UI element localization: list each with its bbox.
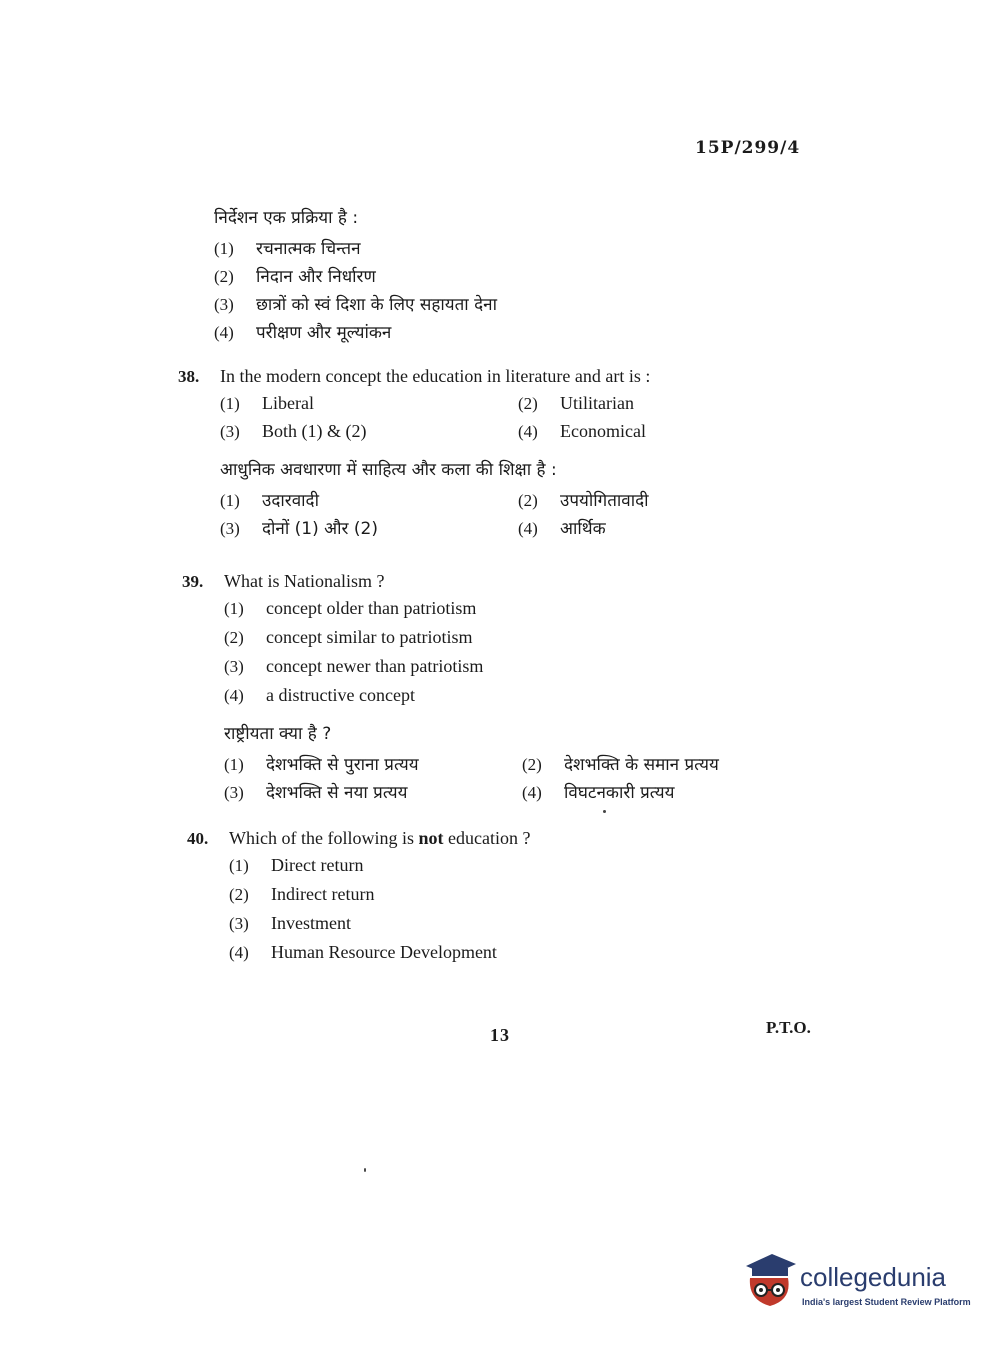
q37-option-2 xyxy=(214,264,497,292)
question-number: 38. xyxy=(178,367,200,386)
question-stem: What is Nationalism ? xyxy=(224,571,385,591)
q39-hindi-stem: राष्ट्रीयता क्या है ? xyxy=(224,724,332,744)
stem-emphasis: not xyxy=(418,828,444,848)
option-number: (2) xyxy=(214,267,234,286)
option-text: उदारवादी xyxy=(262,491,319,511)
q37-option-4 xyxy=(214,320,497,348)
option-number: (1) xyxy=(220,491,240,510)
q40-option-4 xyxy=(229,942,530,971)
option-text: परीक्षण और मूल्यांकन xyxy=(256,323,392,343)
brand-name: collegedunia xyxy=(800,1262,947,1292)
option-text: Investment xyxy=(271,913,351,933)
option-number: (2) xyxy=(224,628,244,647)
question-39 xyxy=(182,571,820,808)
q39-hindi-option-2 xyxy=(522,752,820,780)
collegedunia-mascot-icon xyxy=(742,1250,798,1310)
question-stem: In the modern concept the education in literature and art is : xyxy=(220,366,651,386)
q39-option-3 xyxy=(224,656,820,685)
option-number: (2) xyxy=(229,885,249,904)
q38-option-2 xyxy=(518,393,816,421)
option-text: रचनात्मक चिन्तन xyxy=(256,239,361,259)
q40-option-1 xyxy=(229,855,530,884)
option-number: (4) xyxy=(522,783,542,802)
option-number: (3) xyxy=(224,783,244,802)
question-40 xyxy=(187,828,530,971)
question-number: 39. xyxy=(182,572,204,591)
option-text: Indirect return xyxy=(271,884,375,904)
option-number: (3) xyxy=(220,519,240,538)
option-number: (3) xyxy=(214,295,234,314)
speck xyxy=(364,1168,366,1172)
q38-hindi-stem: आधुनिक अवधारणा में साहित्य और कला की शिक्षा है : xyxy=(220,460,557,480)
question-stem xyxy=(229,828,530,849)
q38-option-4 xyxy=(518,421,816,457)
option-number: (1) xyxy=(224,599,244,618)
option-text: दोनों (1) और (2) xyxy=(262,519,378,539)
stem-post: education ? xyxy=(443,828,531,848)
brand-tagline: India's largest Student Review Platform xyxy=(802,1297,971,1307)
q39-hindi-option-1 xyxy=(224,752,522,780)
option-text: concept older than patriotism xyxy=(266,598,477,618)
option-text: आर्थिक xyxy=(560,519,606,539)
option-text: Direct return xyxy=(271,855,364,875)
q39-option-2 xyxy=(224,627,820,656)
q37-hindi-stem: निर्देशन एक प्रक्रिया है : xyxy=(214,208,359,228)
option-number: (4) xyxy=(229,943,249,962)
option-text: concept newer than patriotism xyxy=(266,656,484,676)
option-number: (1) xyxy=(220,394,240,413)
option-text: concept similar to patriotism xyxy=(266,627,473,647)
option-number: (1) xyxy=(229,856,249,875)
option-text: a distructive concept xyxy=(266,685,415,705)
option-text: Liberal xyxy=(262,393,314,413)
option-number: (1) xyxy=(224,755,244,774)
option-text: देशभक्ति से नया प्रत्यय xyxy=(266,783,408,803)
option-number: (4) xyxy=(518,519,538,538)
option-text: Both (1) & (2) xyxy=(262,421,367,441)
option-text: उपयोगितावादी xyxy=(560,491,649,511)
option-text: Economical xyxy=(560,421,646,441)
q37-hindi-block xyxy=(214,205,497,348)
option-text: छात्रों को स्वं दिशा के लिए सहायता देना xyxy=(256,295,497,315)
q39-option-1 xyxy=(224,598,820,627)
option-number: (4) xyxy=(224,686,244,705)
page-number: 13 xyxy=(490,1025,510,1045)
option-number: (3) xyxy=(220,422,240,441)
option-text: Utilitarian xyxy=(560,393,634,413)
option-text: Human Resource Development xyxy=(271,942,497,962)
option-text: देशभक्ति के समान प्रत्यय xyxy=(564,755,719,775)
option-number: (4) xyxy=(214,323,234,342)
question-number: 40. xyxy=(187,829,209,848)
q39-hindi-option-3 xyxy=(224,780,522,808)
q38-hindi-option-2 xyxy=(518,488,816,516)
stem-pre: Which of the following is xyxy=(229,828,419,848)
option-text: देशभक्ति से पुराना प्रत्यय xyxy=(266,755,419,775)
speck xyxy=(603,810,606,813)
q40-option-3 xyxy=(229,913,530,942)
option-text: विघटनकारी प्रत्यय xyxy=(564,783,675,803)
q37-option-1 xyxy=(214,236,497,264)
q38-option-3 xyxy=(220,421,518,457)
option-number: (2) xyxy=(522,755,542,774)
q38-option-1 xyxy=(220,393,518,421)
q37-option-3 xyxy=(214,292,497,320)
option-number: (2) xyxy=(518,394,538,413)
option-number: (1) xyxy=(214,239,234,258)
q38-hindi-option-1 xyxy=(220,488,518,516)
q38-hindi-option-4 xyxy=(518,516,816,544)
paper-code: 15P/299/4 xyxy=(695,138,801,158)
option-number: (3) xyxy=(229,914,249,933)
q39-hindi-option-4 xyxy=(522,780,820,808)
option-text: निदान और निर्धारण xyxy=(256,267,376,287)
option-number: (2) xyxy=(518,491,538,510)
option-number: (4) xyxy=(518,422,538,441)
question-38 xyxy=(178,366,816,544)
q38-hindi-option-3 xyxy=(220,516,518,544)
q40-option-2 xyxy=(229,884,530,913)
option-number: (3) xyxy=(224,657,244,676)
q39-option-4 xyxy=(224,685,820,721)
pto-marker: P.T.O. xyxy=(766,1018,811,1037)
